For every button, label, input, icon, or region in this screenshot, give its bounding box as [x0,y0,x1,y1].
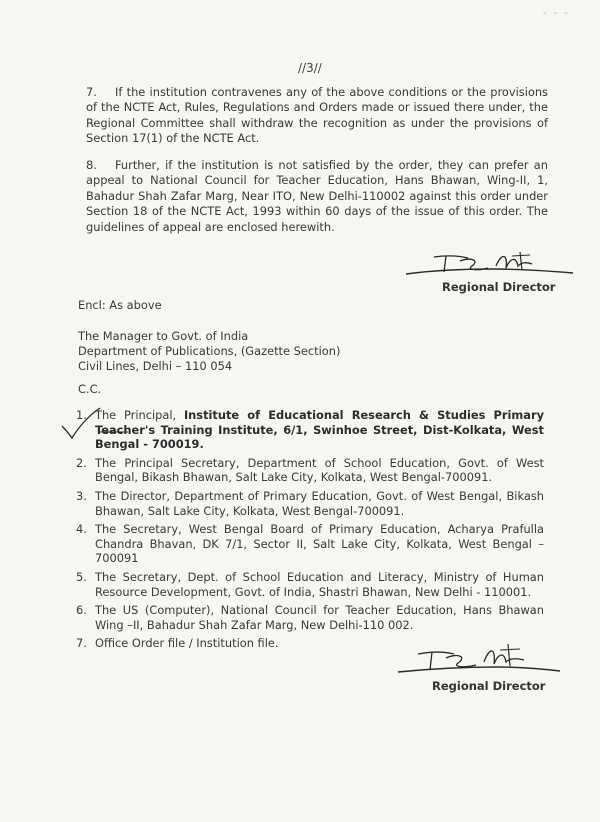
signature-1-designation: Regional Director [442,280,556,294]
addressee-line-3: Civil Lines, Delhi – 110 054 [78,359,233,373]
cc-item-text: Office Order file / Institution file. [95,636,279,651]
cc-item-text: The Director, Department of Primary Education, Govt. of West Bengal, Bikash Bhawan, Salt Lake City, Kolkata, West Bengal-700091. [95,488,544,518]
paragraph-8-number: 8. [86,158,97,172]
addressee-line-2: Department of Publications, (Gazette Section) [78,344,341,358]
cc-item-prefix: The Principal, [95,408,184,422]
cc-item-2 [76,456,544,485]
cc-item-number: 1. [76,408,87,422]
addressee-block [78,329,340,374]
cc-item-1 [76,408,544,452]
signature-2-designation: Regional Director [432,679,546,693]
cc-item-bold-address: Institute of Educational Research & Studies Primary Teacher's Training Institute, 6/1, Swinhoe Street, Dist-Kolkata, West Bengal - 700019. [95,408,544,452]
corner-mark: - - - [542,8,570,19]
cc-item-text: The Secretary, West Bengal Board of Primary Education, Acharya Prafulla Chandra Bhavan, DK 7/1, Sector II, Salt Lake City, Kolkata, West Bengal – 700091 [95,522,544,566]
cc-item-3 [76,489,544,518]
paragraph-7-text: If the institution contravenes any of the above conditions or the provisions of the NCTE Act, Rules, Regulations and Orders made or issued there under, the Regional Committee shall withdraw the recognition as under the provisions of Section 17(1) of the NCTE Act. [86,85,548,146]
cc-item-number: 3. [76,488,87,503]
cc-item-number: 4. [76,522,87,537]
cc-item-5 [76,570,544,599]
cc-item-6 [76,603,544,632]
paragraph-7-number: 7. [86,85,97,99]
cc-item-number: 7. [76,636,87,651]
cc-item-text: The Principal Secretary, Department of School Education, Govt. of West Bengal, Bikash Bhawan, Salt Lake City, Kolkata, West Bengal-700091. [95,455,544,485]
cc-item-4 [76,522,544,566]
paragraph-8-text: Further, if the institution is not satisfied by the order, they can prefer an appeal to National Council for Teacher Education, Hans Bhawan, Wing-II, 1, Bahadur Shah Zafar Marg, Near ITO, New Delhi-110002 against this order under Section 18 of the NCTE Act, 1993 within 60 days of the issue of this order. The guidelines of appeal are enclosed herewith. [86,158,548,234]
cc-item-text: The Secretary, Dept. of School Education and Literacy, Ministry of Human Resource Development, Govt. of India, Shastri Bhawan, New Delhi - 110001. [95,569,544,599]
cc-item-number: 6. [76,603,87,618]
page-number: //3// [298,61,322,75]
cc-list [76,408,544,655]
paragraph-7 [86,85,548,147]
cc-item-number: 5. [76,569,87,584]
signature-2-image [388,636,568,682]
enclosure-note: Encl: As above [78,298,162,312]
addressee-line-1: The Manager to Govt. of India [78,329,249,343]
cc-item-text: The US (Computer), National Council for Teacher Education, Hans Bhawan Wing –II, Bahadur Shah Zafar Marg, New Delhi-110 002. [95,603,544,632]
cc-label: C.C. [78,382,102,396]
cc-item-number: 2. [76,455,87,470]
paragraph-8 [86,158,548,235]
